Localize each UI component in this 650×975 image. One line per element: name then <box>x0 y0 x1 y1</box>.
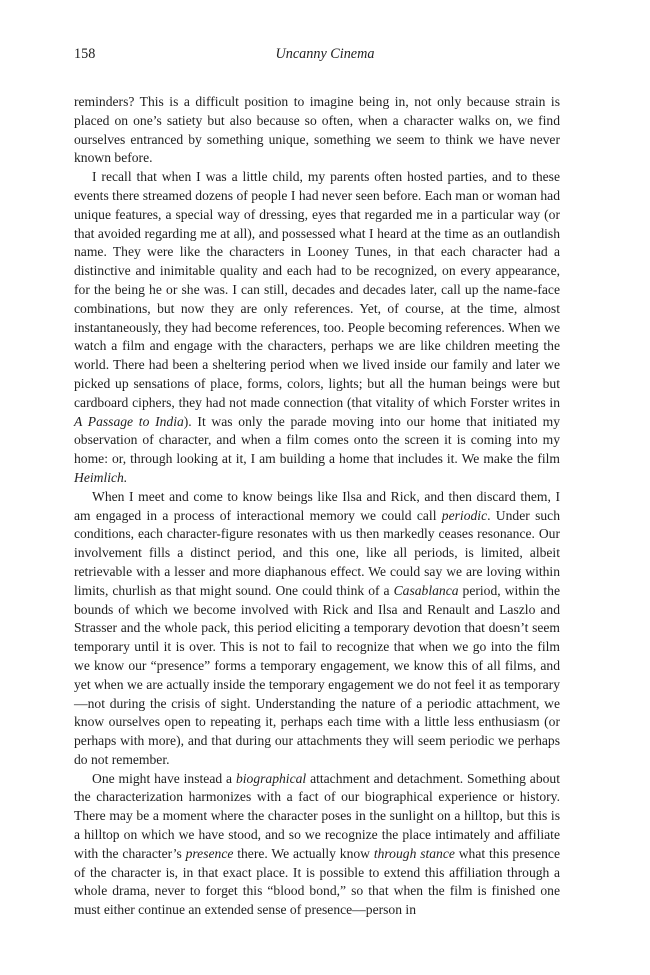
italic-term: through stance <box>373 845 455 861</box>
running-head <box>74 46 576 66</box>
page-number: 158 <box>74 46 96 62</box>
text-span: When I meet and come to know beings like Ilsa and Rick, and then discard them, I am engaged in a process of interactional memory we could call <box>74 488 560 523</box>
italic-term: periodic <box>441 507 488 523</box>
body-text <box>74 93 560 920</box>
paragraph-2 <box>74 168 560 488</box>
text-span: there. We actually know <box>233 845 374 861</box>
text-span: attachment and detachment. Something about the characterization harmonizes with a fact of our biographical experience or history. There may be a moment where the character poses in the sunlight on a hilltop, but this is a hilltop on which we have stood, and so we recognize the place intimately and affiliate with the character’s <box>74 770 560 861</box>
text-span: ). It was only the parade moving into our home that initiated my observation of character, and when a film comes onto the screen it is coming into my home: or, through looking at it, I am building a home that includes it. We make the film <box>74 413 560 467</box>
text-span: reminders? This is a difficult position to imagine being in, not only because strain is placed on one’s satiety but also because so often, when a character walks on, we find ourselves entranced by something unique, something we seem to think we have never known before. <box>74 94 560 166</box>
text-span: period, within the bounds of which we become involved with Rick and Ilsa and Renault and Laszlo and Strasser and the whole pack, this period eliciting a temporary devotion that doesn’t seem temporary until it is over. This is not to fail to recognize that when we go into the film we know our “presence” forms a temporary engagement, we know this of all films, and yet when we are actually inside the temporary engagement we do not feel it as temporary—not during the crisis of sight. Understanding the nature of a periodic attachment, we know ourselves open to repeating it, perhaps each time with a little less enthusiasm (or perhaps with more), and that during our attachments they will seem periodic we perhaps do not remember. <box>74 582 560 767</box>
text-span: I recall that when I was a little child, my parents often hosted parties, and to these events there streamed dozens of people I had never seen before. Each man or woman had unique features, a special way of dressing, eyes that regarded me in a particular way (or that avoided regarding me at all), and possessed what I heard at the time as an outlandish name. They were like the characters in Looney Tunes, in that each character had a distinctive and inimitable quality and each had to be recognized, on every appearance, for the being he or she was. I can still, decades and decades later, call up the name-face combinations, but now they are only references. Yet, of course, at the time, almost instantaneously, they had become references, too. People becoming references. When we watch a film and engage with the characters, perhaps we are like children meeting the world. There had been a sheltering period when we lived inside our family and later we picked up sensations of place, forms, colors, lights; but all the human beings were but cardboard ciphers, they had not made connection (that vitality of which Forster writes in <box>74 169 560 410</box>
text-span: what this presence of the character is, in that exact place. It is possible to extend this affiliation through a whole drama, never to forget this “blood bond,” so that when the film is finished one must either continue an extended sense of presence—person in <box>74 845 560 918</box>
paragraph-1 <box>74 93 560 168</box>
italic-term: biographical <box>235 770 307 786</box>
text-span: One might have instead a <box>92 770 236 786</box>
running-title: Uncanny Cinema <box>275 46 375 62</box>
italic-title: Casablanca <box>393 582 459 598</box>
text-span: . Under such conditions, each character-figure resonates with us then markedly ceases resonance. Our involvement fills a distinct period, and this one, like all periods, is limited, albeit retrievable with a lesser and more diaphanous effect. We could say we are loving within limits, churlish as that might sound. One could think of a <box>74 507 560 598</box>
paragraph-3 <box>74 488 560 770</box>
italic-term: presence <box>185 845 234 861</box>
paragraph-4 <box>74 770 560 920</box>
italic-term: Heimlich. <box>74 469 128 485</box>
italic-title: A Passage to India <box>74 413 184 429</box>
